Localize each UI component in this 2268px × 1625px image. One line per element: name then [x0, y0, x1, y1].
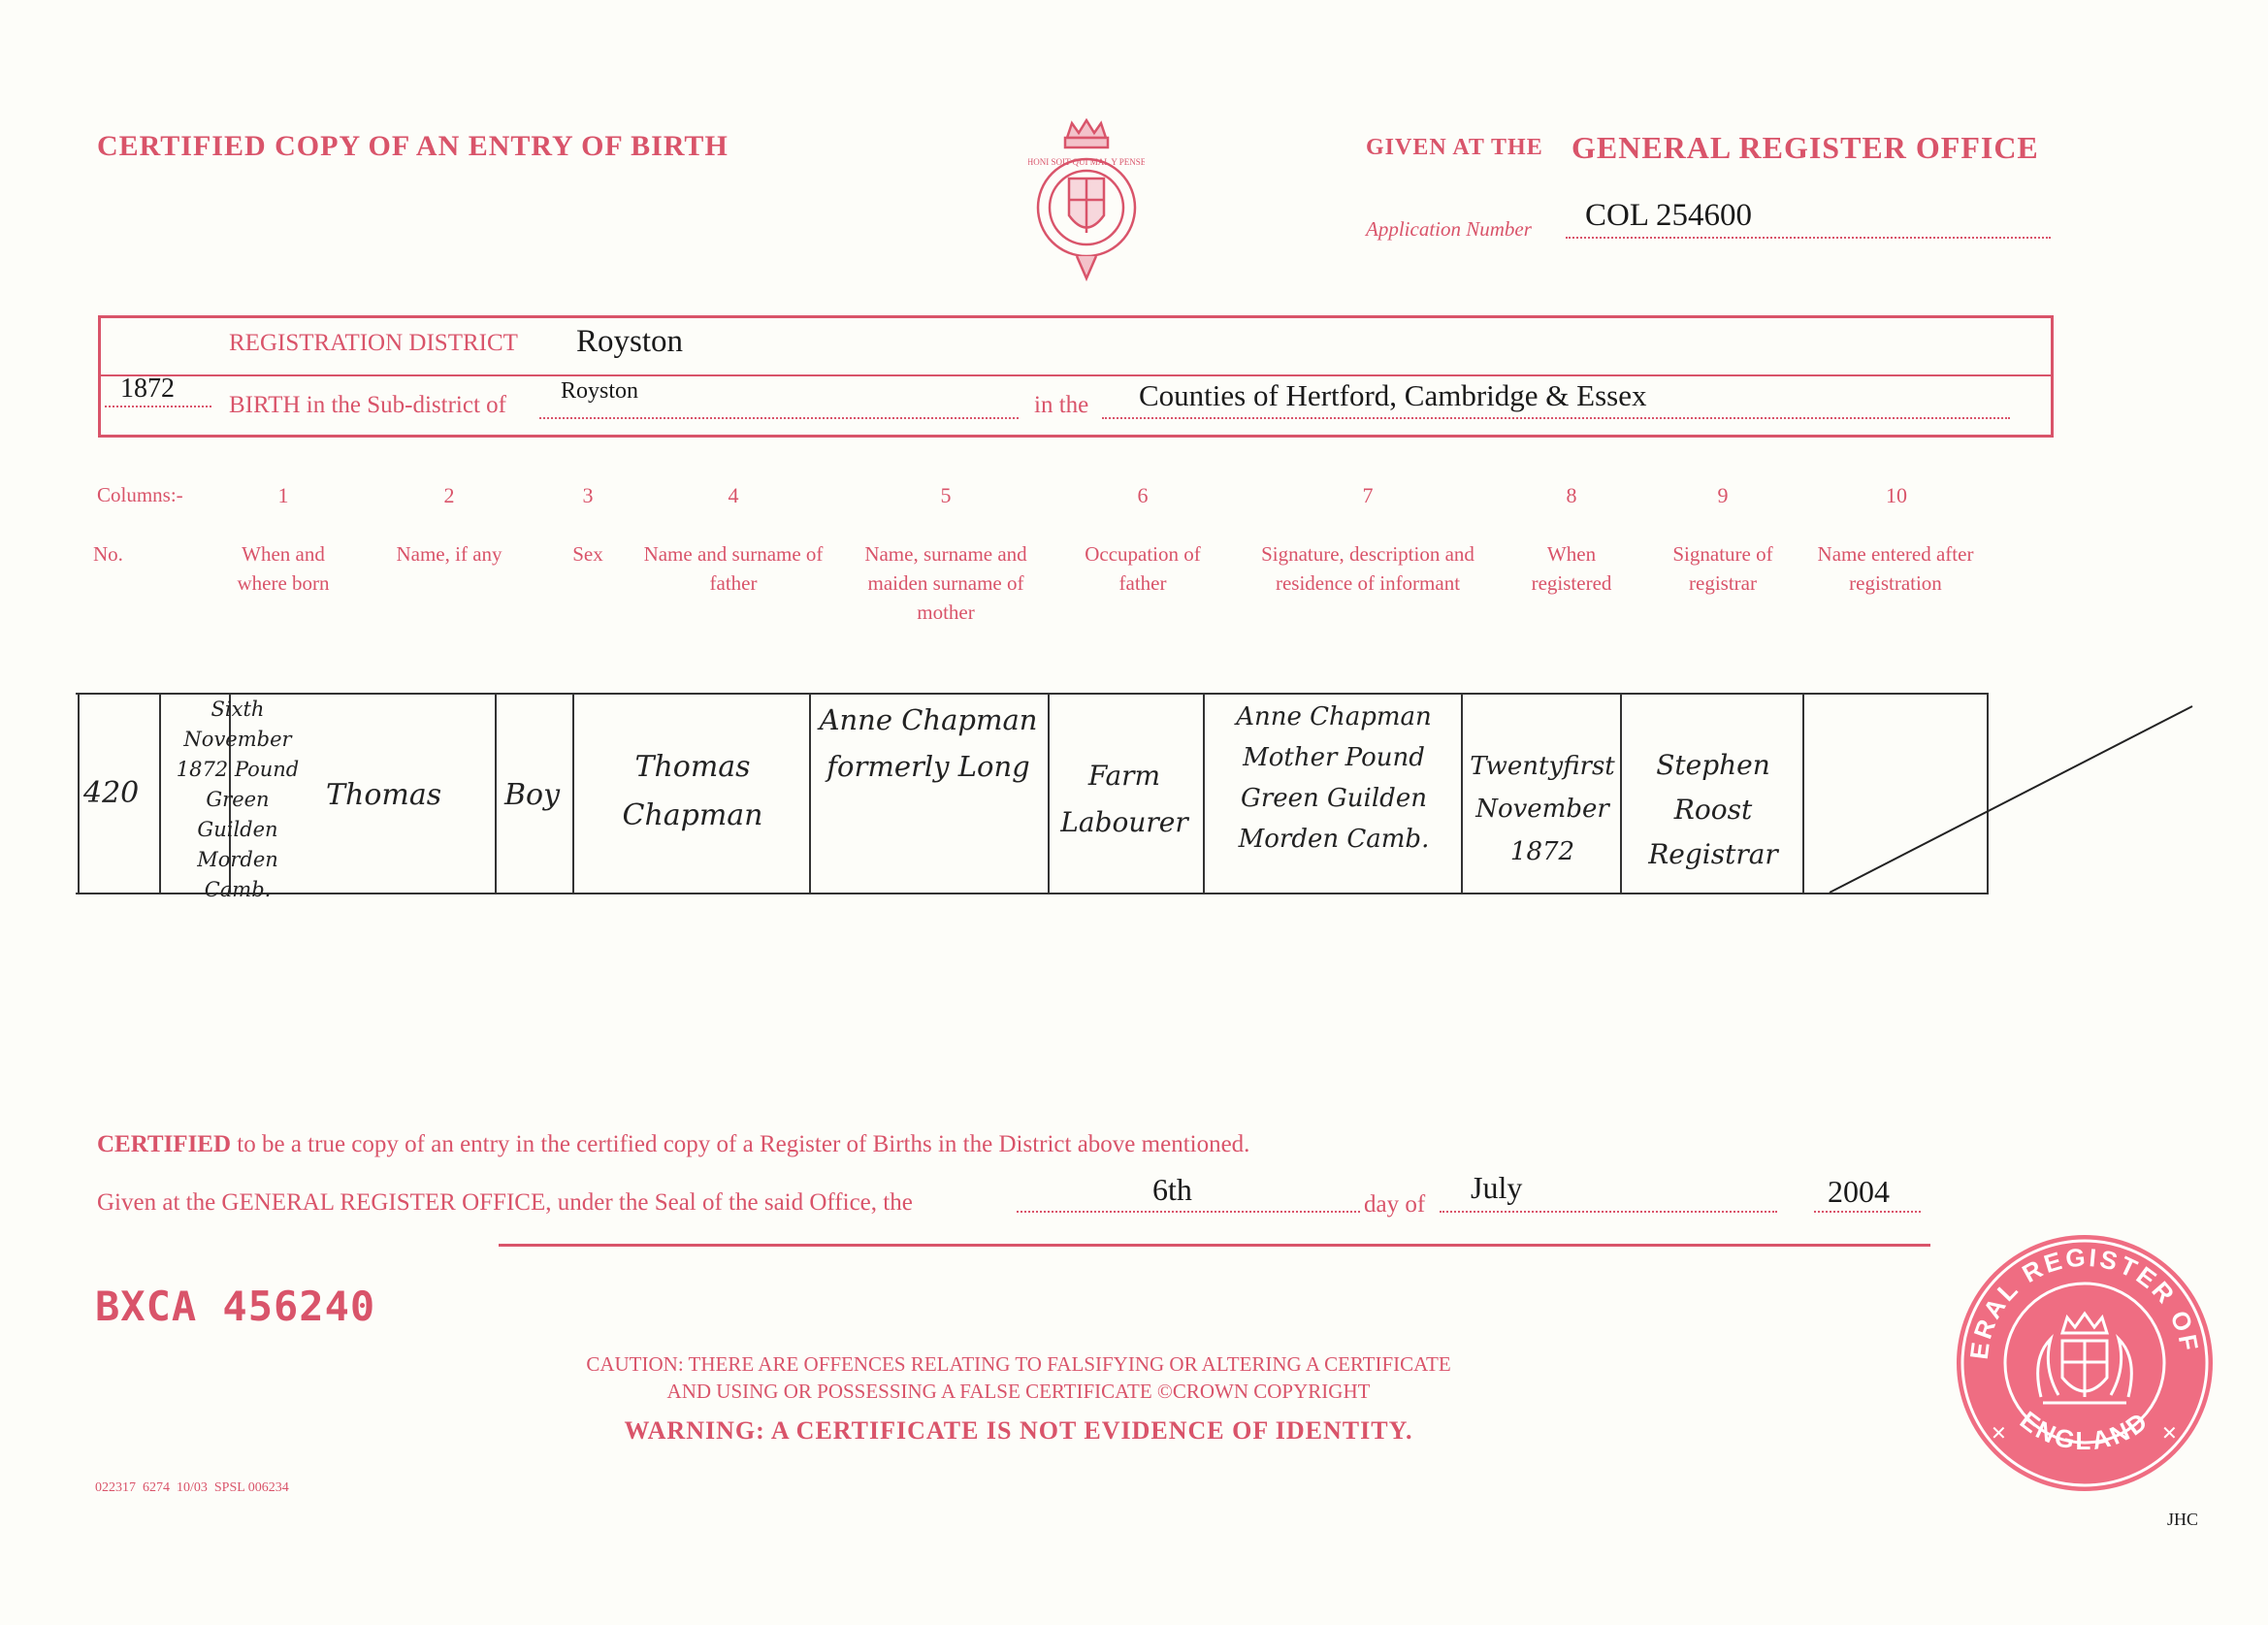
col-num-8: 8: [1566, 483, 1577, 507]
given-at-label: GIVEN AT THE: [1366, 135, 1543, 160]
col-head-8: When registered: [1531, 542, 1612, 595]
col-num-6: 6: [1137, 483, 1149, 507]
col-num-5: 5: [940, 483, 952, 507]
subdistrict: Royston: [561, 378, 639, 404]
entry-name: Thomas: [326, 778, 442, 812]
col-num-2: 2: [443, 483, 455, 507]
day-line: [1017, 1211, 1360, 1213]
birth-year-line: [105, 406, 211, 407]
col-rule: [78, 693, 80, 894]
col-rule: [1048, 693, 1050, 894]
entry-informant: Anne Chapman Mother Pound Green Guilden Morden Camb.: [1236, 702, 1432, 854]
caution-line-1: CAUTION: THERE ARE OFFENCES RELATING TO FALSIFYING OR ALTERING A CERTIFICATE: [586, 1352, 1451, 1376]
application-number-label: Application Number: [1366, 217, 1532, 241]
royal-crest-icon: [1028, 118, 1145, 283]
entry-mother: Anne Chapman formerly Long: [819, 703, 1038, 783]
col-rule: [495, 693, 497, 894]
column-10-strike-line: [1824, 699, 2202, 902]
counties-line: [1102, 417, 2010, 419]
given-at-office-text: Given at the GENERAL REGISTER OFFICE, under the Seal of the said Office, the: [97, 1189, 913, 1216]
col-rule: [159, 693, 161, 894]
col-rule: [809, 693, 811, 894]
col-num-1: 1: [277, 483, 289, 507]
registration-divider: [101, 374, 2051, 376]
birth-year: 1872: [120, 374, 175, 404]
svg-text:✕: ✕: [2161, 1423, 2178, 1445]
svg-text:HONI SOIT QUI MAL Y PENSE: HONI SOIT QUI MAL Y PENSE: [1028, 157, 1145, 167]
subdistrict-label: BIRTH in the Sub-district of: [229, 392, 506, 418]
counties: Counties of Hertford, Cambridge & Essex: [1139, 378, 1647, 412]
entry-when-where: Sixth November 1872 Pound Green Guilden Morden Camb.: [176, 698, 300, 901]
col-num-9: 9: [1717, 483, 1729, 507]
month-line: [1440, 1211, 1777, 1213]
col-head-9: Signature of registrar: [1672, 542, 1773, 595]
svg-text:ENGLAND: ENGLAND: [2014, 1405, 2155, 1456]
col-rule: [572, 693, 574, 894]
subdistrict-line: [539, 417, 1019, 419]
entry-occupation: Farm Labourer: [1060, 760, 1188, 838]
entry-top-rule: [76, 693, 1989, 695]
seal-icon: [1954, 1232, 2216, 1494]
certificate-title: CERTIFIED COPY OF AN ENTRY OF BIRTH: [97, 130, 729, 162]
year-line: [1814, 1211, 1921, 1213]
svg-text:✕: ✕: [1991, 1423, 2007, 1445]
caution-line-2: AND USING OR POSSESSING A FALSE CERTIFICATE ©CROWN COPYRIGHT: [666, 1380, 1371, 1403]
entry-registered: Twentyfirst November 1872: [1470, 752, 1615, 866]
col-head-10: Name entered after registration: [1817, 542, 1974, 595]
entry-no: 420: [83, 776, 140, 810]
cert-day: 6th: [1152, 1172, 1192, 1207]
print-code: 022317 6274 10/03 SPSL 006234: [95, 1480, 289, 1495]
cert-month: July: [1471, 1170, 1523, 1205]
col-head-1: When and where born: [237, 542, 330, 595]
clerk-initials: JHC: [2167, 1510, 2199, 1529]
registration-district-label: REGISTRATION DISTRICT: [229, 330, 518, 356]
col-head-4: Name and surname of father: [643, 542, 824, 595]
entry-father: Thomas Chapman: [622, 750, 763, 832]
application-number: COL 254600: [1585, 198, 1753, 233]
general-register-office-seal: [1954, 1232, 2216, 1499]
col-rule: [1203, 693, 1205, 894]
col-num-4: 4: [728, 483, 739, 507]
col-head-2: Name, if any: [396, 542, 502, 566]
cert-year: 2004: [1828, 1174, 1890, 1209]
col-num-3: 3: [582, 483, 594, 507]
registration-district: Royston: [576, 324, 684, 359]
col-head-6: Occupation of father: [1085, 542, 1201, 595]
day-of-label: day of: [1364, 1191, 1426, 1218]
entry-bottom-rule: [76, 893, 1989, 894]
entry-registrar: Stephen Roost Registrar: [1648, 749, 1778, 870]
certified-statement: CERTIFIED to be a true copy of an entry in the certified copy of a Register of Births in the District above mentioned.: [97, 1131, 1250, 1157]
col-rule: [1461, 693, 1463, 894]
col-rule: [1802, 693, 1804, 894]
serial-number: BXCA 456240: [95, 1283, 376, 1330]
identity-warning: WARNING: A CERTIFICATE IS NOT EVIDENCE OF IDENTITY.: [624, 1416, 1413, 1445]
columns-label: Columns:-: [97, 483, 183, 506]
col-num-10: 10: [1886, 483, 1907, 507]
in-the-label: in the: [1034, 392, 1089, 418]
office-name: GENERAL REGISTER OFFICE: [1571, 130, 2039, 165]
royal-crest: [1028, 118, 1145, 288]
col-head-5: Name, surname and maiden surname of mother: [864, 542, 1027, 624]
svg-text:GENERAL REGISTER OFFICE: ERAL REGISTER OF: [1963, 1242, 2205, 1361]
entry-sex: Boy: [504, 778, 561, 812]
col-num-7: 7: [1362, 483, 1374, 507]
col-head-3: Sex: [572, 542, 603, 566]
col-head-no: No.: [93, 542, 123, 566]
certification-rule: [499, 1244, 1930, 1247]
col-rule: [1620, 693, 1622, 894]
col-head-7: Signature, description and residence of informant: [1261, 542, 1474, 595]
